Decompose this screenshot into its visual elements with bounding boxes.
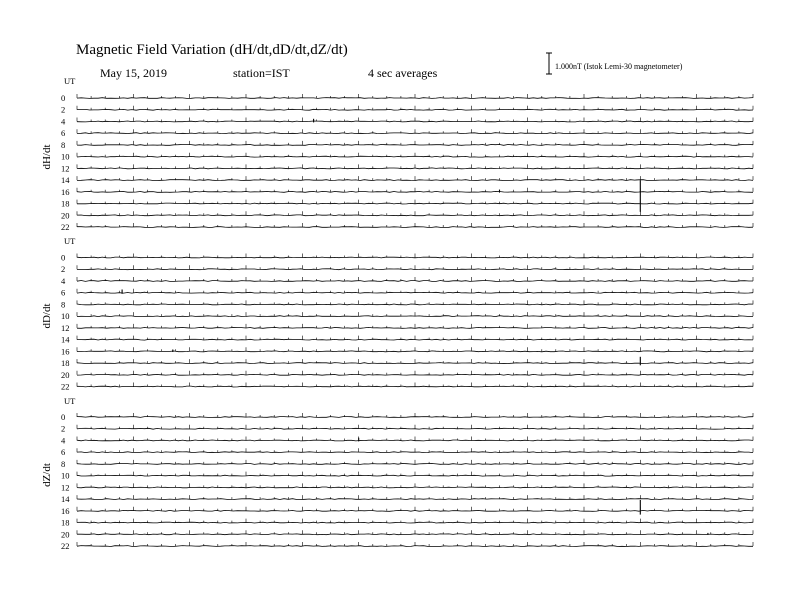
panel-dZdt bbox=[41, 396, 753, 551]
row-hour-label: 4 bbox=[61, 275, 66, 286]
row-hour-label: 2 bbox=[61, 423, 66, 434]
row-hour-label: 14 bbox=[61, 494, 70, 505]
row-hour-label: 22 bbox=[61, 222, 70, 233]
row-hour-label: 0 bbox=[61, 412, 66, 422]
panel-ylabel: dH/dt bbox=[41, 144, 53, 170]
row-hour-label: 22 bbox=[61, 381, 70, 392]
row-hour-label: 6 bbox=[61, 447, 66, 458]
row-hour-label: 2 bbox=[61, 104, 66, 115]
row-hour-label: 14 bbox=[61, 175, 70, 186]
row-hour-label: 2 bbox=[61, 264, 66, 275]
row-hour-label: 16 bbox=[61, 346, 70, 357]
scale-bar-label: 1.000nT (Istok Lemi-30 magnetometer) bbox=[555, 62, 683, 71]
row-hour-label: 18 bbox=[61, 198, 70, 209]
row-hour-label: 18 bbox=[61, 358, 70, 369]
date-label: May 15, 2019 bbox=[100, 66, 167, 80]
row-hour-label: 10 bbox=[61, 470, 70, 481]
row-hour-label: 8 bbox=[61, 299, 66, 310]
row-hour-label: 22 bbox=[61, 541, 70, 552]
ut-axis-label: UT bbox=[64, 76, 76, 86]
row-hour-label: 6 bbox=[61, 287, 66, 298]
header bbox=[76, 42, 683, 80]
panel-dHdt bbox=[41, 76, 753, 232]
row-hour-label: 12 bbox=[61, 163, 70, 174]
row-hour-label: 20 bbox=[61, 210, 70, 221]
figure-title: Magnetic Field Variation (dH/dt,dD/dt,dZ/dt) bbox=[76, 42, 348, 58]
ut-axis-label: UT bbox=[64, 396, 76, 406]
row-hour-label: 12 bbox=[61, 482, 70, 493]
row-hour-label: 16 bbox=[61, 505, 70, 516]
row-hour-label: 8 bbox=[61, 458, 66, 469]
row-hour-label: 4 bbox=[61, 116, 66, 127]
row-hour-label: 8 bbox=[61, 139, 66, 150]
row-hour-label: 0 bbox=[61, 93, 66, 103]
panels bbox=[41, 76, 753, 551]
row-hour-label: 16 bbox=[61, 186, 70, 197]
row-hour-label: 0 bbox=[61, 252, 66, 263]
station-label: station=IST bbox=[233, 66, 290, 80]
averaging-label: 4 sec averages bbox=[368, 66, 438, 80]
row-hour-label: 20 bbox=[61, 529, 70, 540]
row-hour-label: 12 bbox=[61, 322, 70, 333]
row-hour-label: 10 bbox=[61, 151, 70, 162]
row-hour-label: 4 bbox=[61, 435, 66, 446]
row-hour-label: 20 bbox=[61, 369, 70, 380]
row-hour-label: 6 bbox=[61, 128, 66, 139]
panel-dDdt bbox=[41, 236, 753, 392]
ut-axis-label: UT bbox=[64, 236, 76, 246]
scale-bar bbox=[546, 53, 552, 74]
row-hour-label: 14 bbox=[61, 334, 70, 345]
panel-ylabel: dZ/dt bbox=[41, 463, 53, 487]
panel-ylabel: dD/dt bbox=[41, 303, 53, 329]
row-hour-label: 10 bbox=[61, 311, 70, 322]
row-hour-label: 18 bbox=[61, 517, 70, 528]
